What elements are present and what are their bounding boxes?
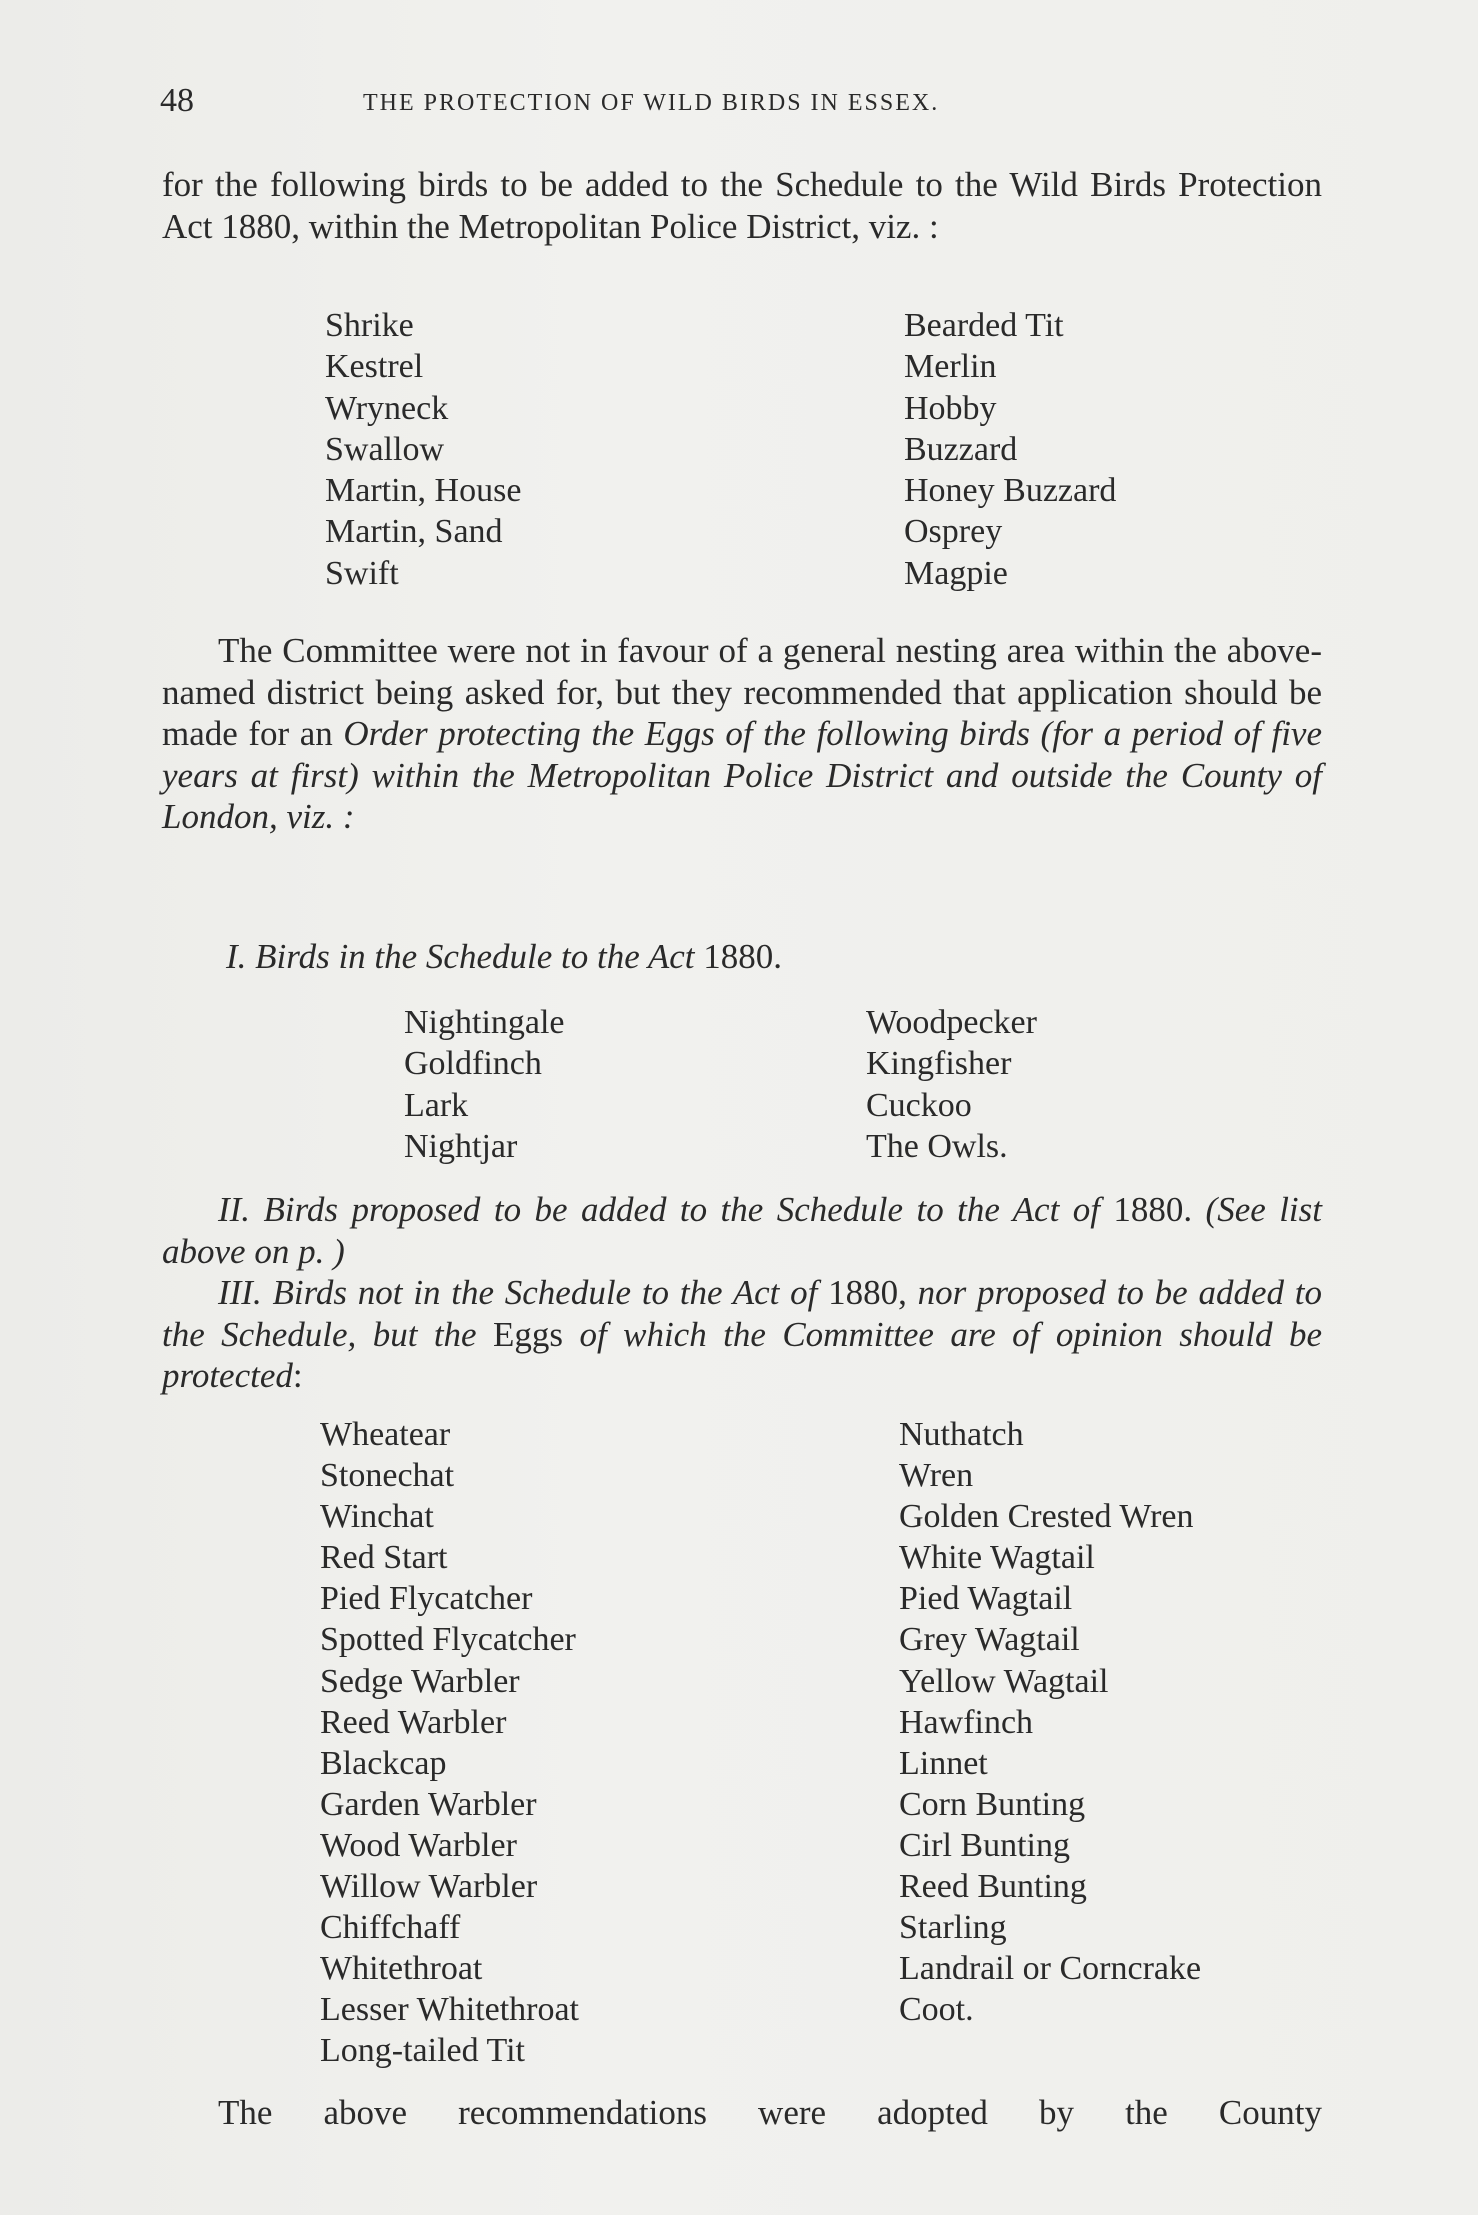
bird-list-2-left [404,1002,565,1167]
section-1-heading-italic: I. Birds in the Schedule to the Act [226,937,695,976]
bird-name: Wood Warbler [320,1826,517,1864]
bird-list-3-left [320,1414,579,2072]
section-3-paragraph [162,1272,1322,1397]
bird-name: Lark [404,1086,469,1124]
bird-name: Starling [899,1909,1007,1947]
bird-name: Linnet [899,1744,988,1782]
bird-name: Nuthatch [899,1416,1024,1453]
bird-name: Osprey [904,513,1003,551]
committee-paragraph [162,630,1322,838]
page-number: 48 [160,82,194,119]
bird-name: Landrail or Corncrake [899,1950,1202,1988]
section-3-italic-b: nor proposed to be added to the Schedule, but the [162,1273,1322,1354]
section-1-heading-year: 1880. [694,937,783,976]
section-2-paragraph [162,1189,1322,1272]
bird-name: Blackcap [320,1744,447,1782]
bird-name: Wryneck [325,389,449,427]
section-2-year: 1880. [1099,1190,1206,1229]
bird-name: Merlin [904,348,997,386]
bird-name: Martin, House [325,472,522,510]
bird-name: Nightjar [404,1127,518,1165]
bird-name: Grey Wagtail [899,1621,1080,1659]
bird-name: Chiffchaff [320,1909,461,1947]
bird-name: Hobby [904,389,997,427]
bird-name: Kingfisher [866,1045,1012,1083]
section-3-italic-a: III. Birds not in the Schedule to the Act of [218,1273,818,1312]
bird-name: Cirl Bunting [899,1826,1070,1864]
bird-name: Yellow Wagtail [899,1662,1109,1700]
section-3-year: 1880, [817,1273,918,1312]
bird-name: Shrike [325,307,414,344]
bird-name: Hawfinch [899,1703,1034,1741]
bird-name: Winchat [320,1498,434,1536]
section-2-italic: II. Birds proposed to be added to the Schedule to the Act of [218,1190,1100,1229]
intro-paragraph: for the following birds to be added to the Schedule to the Wild Birds Protection Act 1880, within the Metropolitan Police District, viz. : [162,165,1322,246]
bird-name: Coot. [899,1991,974,2029]
bird-name: Red Start [320,1539,448,1577]
committee-paragraph-italic: Order protecting the Eggs of the following birds (for a period of five years at first) within the Metropolitan Police District and outside the County of London, viz. : [162,714,1323,836]
bird-name: Pied Flycatcher [320,1580,533,1618]
bird-name: Magpie [904,554,1008,592]
bird-name: Garden Warbler [320,1785,537,1823]
committee-paragraph-plain: The Committee were not in favour of a general nesting area within the above-named district being asked for, but they recommended that application should be made for an [162,631,1322,753]
section-3-colon: : [292,1356,303,1395]
bird-name: Reed Warbler [320,1703,507,1741]
bird-name: White Wagtail [899,1539,1095,1577]
bird-list-1-left [325,305,521,594]
bird-list-1-right [904,305,1116,594]
bird-name: Whitethroat [320,1950,483,1988]
section-3-eggs: Eggs [476,1314,580,1354]
bird-name: Bearded Tit [904,307,1064,344]
bird-name: Honey Buzzard [904,472,1117,510]
bird-name: Goldfinch [404,1045,542,1083]
section-1-heading [226,937,782,977]
bird-name: Sedge Warbler [320,1662,520,1700]
bird-name: Reed Bunting [899,1868,1087,1906]
bird-name: Woodpecker [866,1004,1037,1041]
bird-name: Buzzard [904,430,1018,468]
bird-name: Wheatear [320,1416,451,1453]
bird-name: Cuckoo [866,1086,972,1124]
bird-name: Lesser Whitethroat [320,1991,580,2029]
bird-name: Swift [325,554,399,592]
bird-name: Corn Bunting [899,1785,1086,1823]
bird-list-3-right [899,1414,1201,2030]
running-title: THE PROTECTION OF WILD BIRDS IN ESSEX. [363,90,940,116]
bird-list-2-right [866,1002,1037,1167]
bird-name: Long-tailed Tit [320,2032,525,2070]
page-header [160,82,1320,122]
bird-name: Kestrel [325,348,424,386]
bird-name: The Owls. [866,1127,1008,1165]
bird-name: Pied Wagtail [899,1580,1073,1618]
bird-name: Martin, Sand [325,513,503,551]
bird-name: Golden Crested Wren [899,1498,1194,1536]
bird-name: Wren [899,1457,974,1495]
bird-name: Stonechat [320,1457,455,1495]
bird-name: Swallow [325,430,444,468]
section-3-italic-c: of which the Committee are of opinion should be protected [162,1314,1323,1395]
bird-name: Willow Warbler [320,1868,538,1906]
bird-name: Nightingale [404,1004,565,1041]
closing-line: The above recommendations were adopted by the County [218,2093,1322,2132]
section-2-see-list: (See list above on p. ) [162,1190,1322,1271]
bird-name: Spotted Flycatcher [320,1621,576,1659]
